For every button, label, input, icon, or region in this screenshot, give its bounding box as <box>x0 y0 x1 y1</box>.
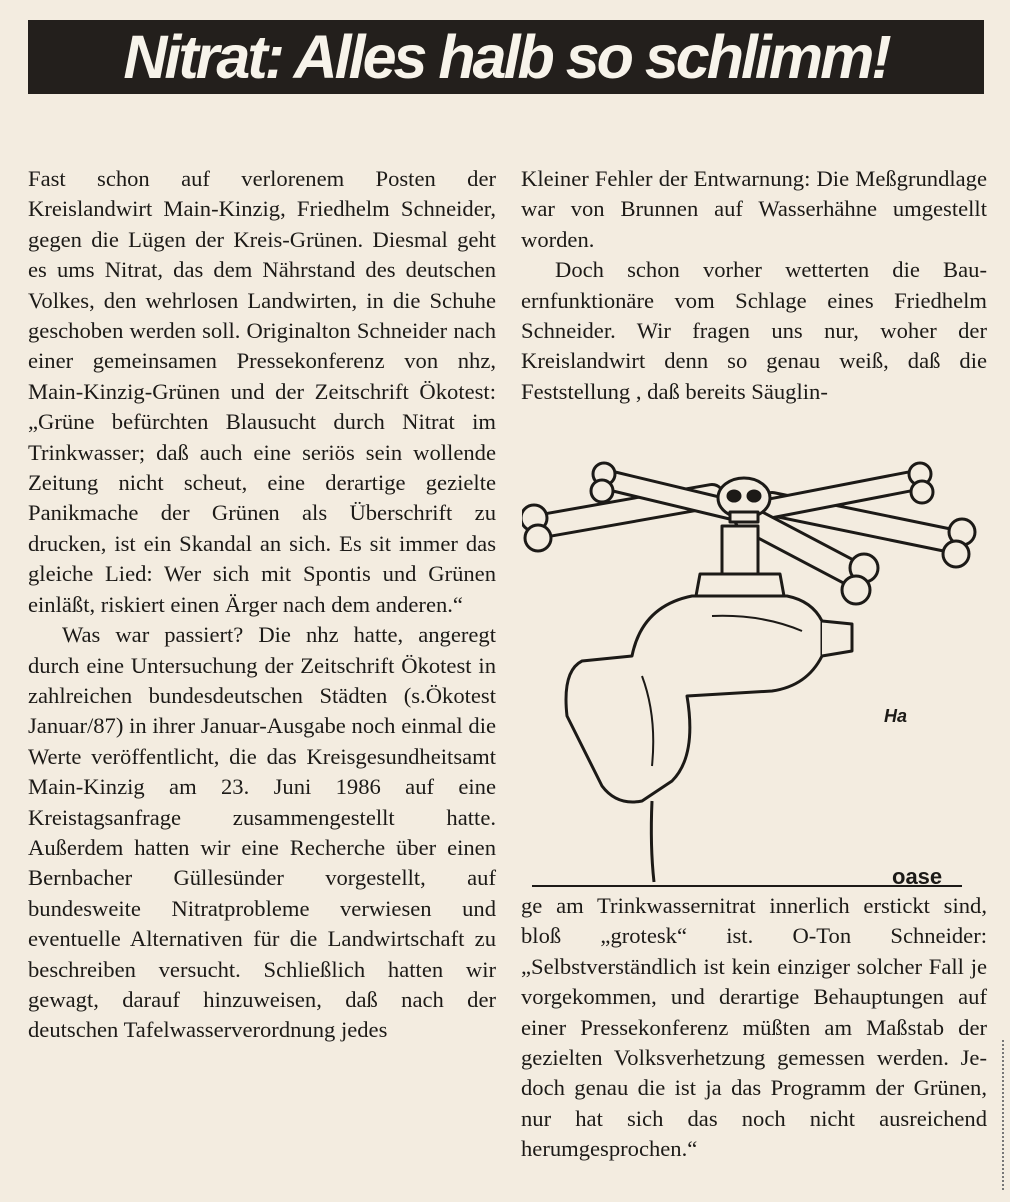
paragraph: ge am Trinkwassernitrat innerlich erstickt sind, bloß „grotesk“ ist. O-Ton Schneider: „Selbstverständlich ist kein einziger solcher Fall je vorgekommen, und derartige Behauptungen auf einer Pressekonferenz müßten am Maßstab der gezielten Volksverhetzung gemessen werden. Jedoch genau die ist ja das Programm der Grünen, nur hat sich das noch nicht ausreichend herumgesprochen.“ <box>521 893 987 1162</box>
article-column-left <box>28 164 496 1046</box>
paragraph: Doch schon vorher wetterten die Bauernfunktionäre vom Schlage eines Friedhelm Schneider. Wir fragen uns nur, woher der Kreislandwirt denn so genau weiß, daß die Feststellung , daß bereits Säuglin- <box>521 257 987 404</box>
valve-stem-icon <box>722 526 758 574</box>
paragraph: Was war passiert? Die nhz hatte, angeregt durch eine Untersuchung der Zeitschrift Ökotest in zahlreichen bundesdeutschen Städten (s.Ökotest Januar/87) in ihrer Januar-Ausgabe noch einmal die Werte veröffentlicht, die das Kreisgesundheitsamt Main-Kinzig am 23. Juni 1986 auf eine Kreistagsanfrage zusammengestellt hatte. Außerdem hatten wir eine Recherche über einen Bernbacher Güllesünder vorgestellt, auf bundesweite Nitratprobleme verwiesen und eventuelle Alternativen für die Landwirtschaft zu beschreiben versucht. Schließlich hatten wir gewagt, darauf hinzuweisen, daß nach der deutschen Tafelwasserverordnung jedes <box>28 622 496 1043</box>
valve-nut-icon <box>696 574 784 596</box>
faucet-body-icon <box>566 596 822 802</box>
faucet-pipe-icon <box>822 621 852 656</box>
article-column-right-bottom <box>521 891 987 1165</box>
publisher-signature: oase <box>892 864 943 888</box>
water-drip-icon <box>651 801 654 882</box>
article-column-right-top <box>521 164 987 407</box>
margin-edge-decoration <box>1002 1040 1008 1190</box>
paragraph: Kleiner Fehler der Entwarnung: Die Meßgrundlage war von Brunnen auf Wasserhähne umgestellt worden. <box>521 166 987 252</box>
artist-signature: Ha <box>884 706 908 726</box>
paragraph: Fast schon auf verlorenem Posten der Kreislandwirt Main-Kinzig, Friedhelm Schneider, gegen die Lügen der Kreis-Grünen. Diesmal geht es ums Nitrat, das dem Nährstand des deutschen Volkes, den wehrlosen Landwirten, in die Schuhe geschoben werden soll. Originalton Schneider nach einer gemeinsamen Pressekonferenz von nhz, Main-Kinzig-Grünen und der Zeitschrift Ökotest: „Grüne befürchten Blausucht durch Nitrat im Trinkwasser; daß auch eine seriös sein wollende Zeitung nicht scheut, eine derartige gezielte Panikmache der Grünen als Überschrift zu drucken, ist ein Skandal an sich. Es sit immer das gleiche Lied: Wer sich mit Spontis und Grünen einläßt, riskiert einen Ärger nach dem anderen.“ <box>28 166 496 617</box>
bone-upper-right-icon <box>757 463 933 511</box>
faucet-skull-crossbones-illustration <box>522 456 988 888</box>
cartoon-drawing <box>522 456 988 888</box>
headline-title: Nitrat: Alles halb so schlimm! <box>123 23 889 91</box>
headline-banner <box>28 20 984 94</box>
